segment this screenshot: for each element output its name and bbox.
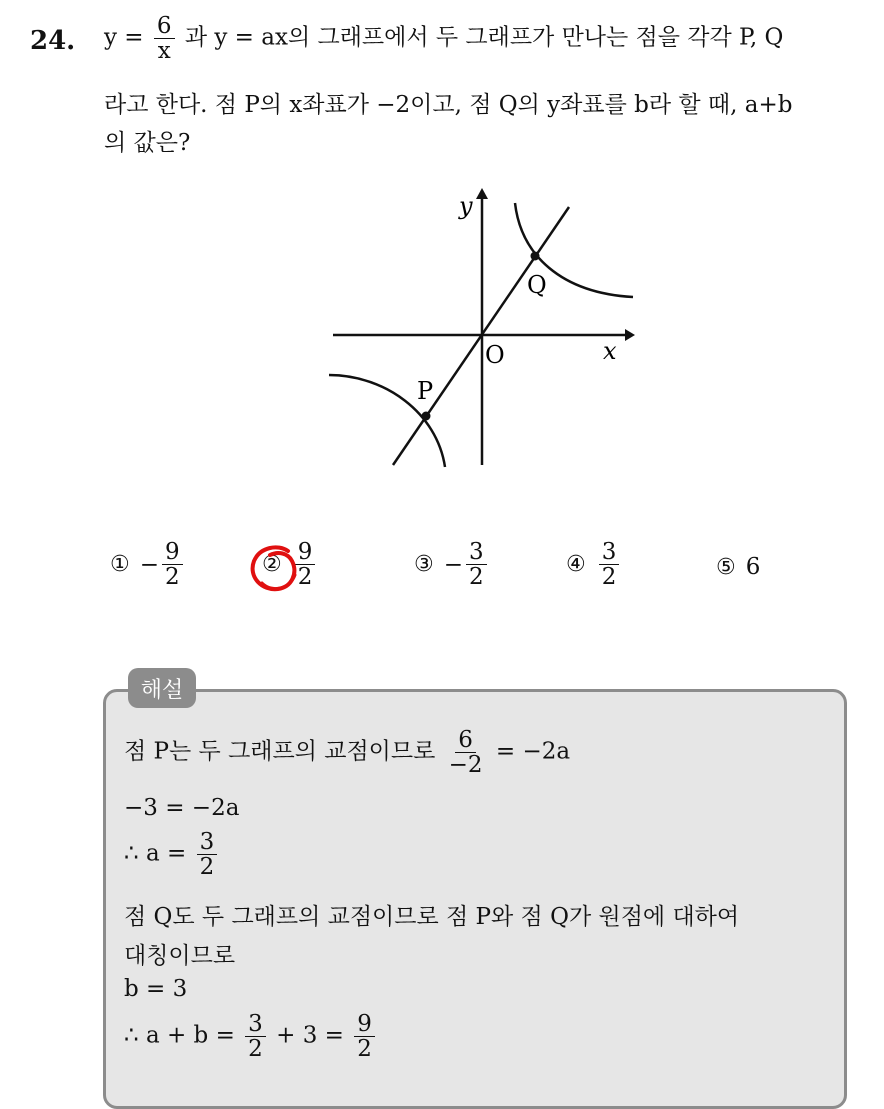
solution-line-1-rhs: = −2a	[495, 738, 571, 765]
main-fraction	[154, 14, 175, 63]
choice-3-sign: −	[443, 551, 464, 578]
solution-line-7-text: ∴ a + b =	[124, 1022, 235, 1049]
point-q-label: Q	[527, 271, 547, 299]
graph-figure	[325, 185, 645, 475]
choice-2-mark: ②	[262, 552, 282, 578]
choice-1-mark: ①	[110, 552, 130, 578]
choice-3-mark: ③	[414, 552, 434, 578]
solution-tab: 해설	[128, 668, 196, 708]
y-axis-arrow	[476, 188, 488, 199]
choice-1-sign: −	[139, 551, 160, 578]
solution-line-7-denominator-2: 2	[357, 1036, 372, 1063]
solution-line-1	[124, 728, 570, 777]
choice-4-fraction	[599, 540, 620, 589]
solution-line-4: 점 Q도 두 그래프의 교점이므로 점 P와 점 Q가 원점에 대하여	[124, 904, 740, 930]
point-p-label: P	[417, 377, 434, 405]
choice-5[interactable]	[716, 554, 760, 580]
x-axis-arrow	[625, 329, 635, 341]
choice-5-mark: ⑤	[716, 554, 736, 580]
answer-circle-mark	[248, 543, 300, 595]
solution-line-3	[124, 830, 220, 879]
solution-line-1-fraction	[446, 728, 486, 777]
choice-4-mark: ④	[566, 552, 586, 578]
y-axis-label: y	[459, 192, 473, 220]
problem-line-1-lhs: y =	[104, 24, 144, 51]
solution-line-1-numerator: 6	[455, 728, 476, 753]
choice-1-fraction	[162, 540, 183, 589]
choice-1-numerator: 9	[162, 540, 183, 565]
solution-line-5: 대칭이므로	[124, 943, 236, 969]
origin-label: O	[485, 341, 505, 369]
choice-3-denominator: 2	[469, 564, 484, 591]
point-p	[422, 412, 431, 421]
problem-line-1	[104, 14, 783, 63]
solution-line-7-fraction-1	[245, 1012, 266, 1061]
solution-line-2: −3 = −2a	[124, 795, 240, 821]
solution-line-7-fraction-2	[354, 1012, 375, 1061]
solution-line-1-text: 점 P는 두 그래프의 교점이므로	[124, 738, 436, 765]
problem-line-3: 의 값은?	[104, 130, 191, 156]
choice-4[interactable]	[566, 540, 622, 589]
choice-1[interactable]	[110, 540, 186, 589]
choice-3-numerator: 3	[466, 540, 487, 565]
solution-line-6: b = 3	[124, 976, 188, 1002]
solution-line-3-numerator: 3	[197, 830, 218, 855]
solution-line-3-fraction	[197, 830, 218, 879]
x-axis-label: x	[603, 337, 617, 365]
choice-1-denominator: 2	[165, 564, 180, 591]
choice-3[interactable]	[414, 540, 490, 589]
choice-2-denominator: 2	[297, 564, 313, 591]
solution-line-7-mid: + 3 =	[276, 1022, 344, 1049]
solution-line-7-numerator-2: 9	[354, 1012, 375, 1037]
solution-line-3-text: ∴ a =	[124, 840, 187, 867]
choice-3-fraction	[466, 540, 487, 589]
main-fraction-numerator: 6	[154, 14, 175, 39]
solution-line-7-numerator-1: 3	[245, 1012, 266, 1037]
choice-4-denominator: 2	[601, 564, 617, 591]
point-q	[531, 252, 540, 261]
main-fraction-denominator: x	[157, 38, 171, 65]
problem-line-1-rest: 과 y = ax의 그래프에서 두 그래프가 만나는 점을 각각 P, Q	[184, 24, 784, 51]
solution-line-3-denominator: 2	[199, 854, 215, 881]
choice-4-numerator: 3	[599, 540, 620, 565]
choice-5-value: 6	[745, 554, 761, 580]
problem-line-2: 라고 한다. 점 P의 x좌표가 −2이고, 점 Q의 y좌표를 b라 할 때, a+b	[104, 92, 793, 118]
answer-choices	[0, 540, 884, 600]
problem-number: 24.	[30, 26, 76, 56]
solution-line-7-denominator-1: 2	[248, 1036, 263, 1063]
choice-2-numerator: 9	[295, 540, 316, 565]
solution-line-7	[124, 1012, 378, 1061]
solution-line-1-denominator: −2	[448, 752, 483, 779]
